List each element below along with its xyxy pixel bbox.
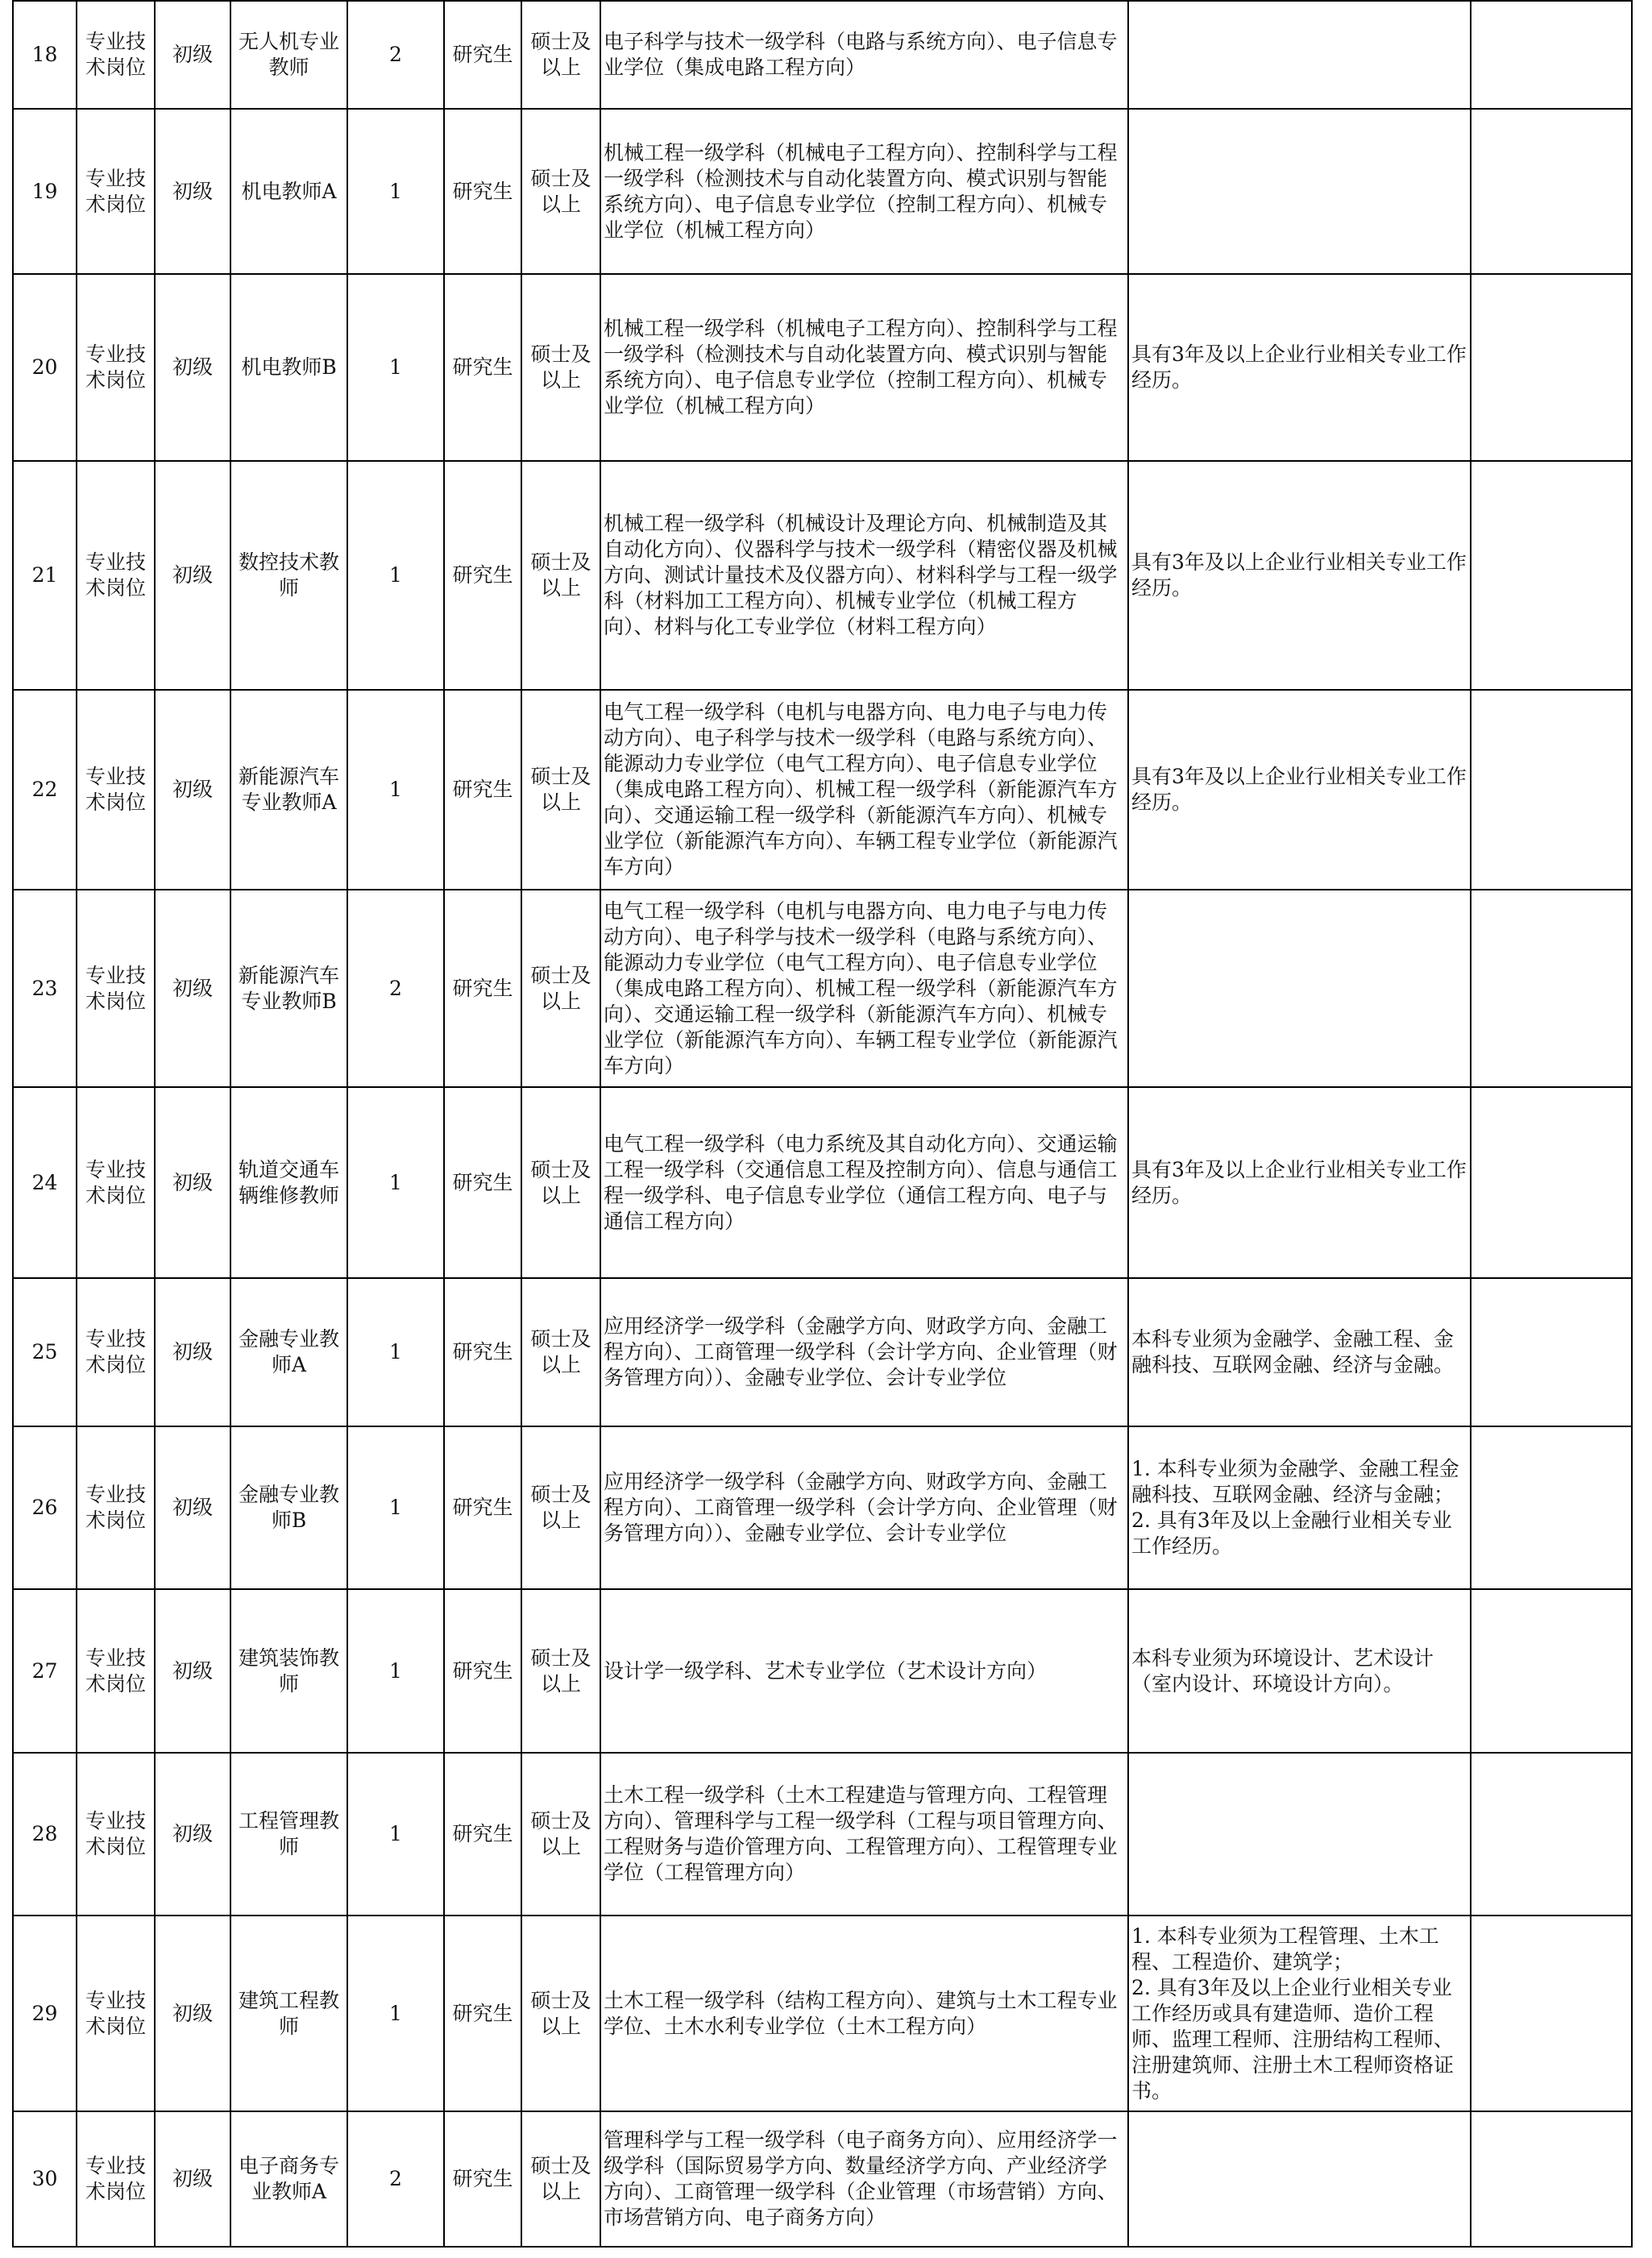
cell-category: 专业技术岗位 <box>77 1278 155 1426</box>
cell-category: 专业技术岗位 <box>77 1 155 109</box>
cell-degree: 硕士及以上 <box>521 1 600 109</box>
cell-education: 研究生 <box>444 690 521 890</box>
cell-position: 数控技术教师 <box>230 461 347 690</box>
cell-other-requirements <box>1128 1753 1471 1916</box>
cell-note <box>1471 1753 1632 1916</box>
cell-no: 18 <box>13 1 77 109</box>
table-row <box>13 890 1632 1087</box>
cell-degree: 硕士及以上 <box>521 1426 600 1589</box>
cell-note <box>1471 109 1632 274</box>
cell-other-requirements: 具有3年及以上企业行业相关专业工作经历。 <box>1128 274 1471 461</box>
cell-position: 工程管理教师 <box>230 1753 347 1916</box>
cell-level: 初级 <box>155 1 230 109</box>
table-row <box>13 1426 1632 1589</box>
cell-major: 应用经济学一级学科（金融学方向、财政学方向、金融工程方向）、工商管理一级学科（会计学方向、企业管理（财务管理方向））、金融专业学位、会计专业学位 <box>600 1426 1128 1589</box>
table-row <box>13 461 1632 690</box>
cell-other-requirements <box>1128 2111 1471 2247</box>
cell-category: 专业技术岗位 <box>77 1087 155 1278</box>
cell-major: 电子科学与技术一级学科（电路与系统方向）、电子信息专业学位（集成电路工程方向） <box>600 1 1128 109</box>
cell-major: 机械工程一级学科（机械设计及理论方向、机械制造及其自动化方向）、仪器科学与技术一级学科（精密仪器及机械方向、测试计量技术及仪器方向）、材料科学与工程一级学科（材料加工工程方向）、机械专业学位（机械工程方向）、材料与化工专业学位（材料工程方向） <box>600 461 1128 690</box>
cell-no: 27 <box>13 1589 77 1753</box>
cell-other-requirements: 具有3年及以上企业行业相关专业工作经历。 <box>1128 461 1471 690</box>
cell-education: 研究生 <box>444 461 521 690</box>
cell-note <box>1471 1426 1632 1589</box>
cell-degree: 硕士及以上 <box>521 461 600 690</box>
cell-major: 土木工程一级学科（结构工程方向）、建筑与土木工程专业学位、土木水利专业学位（土木工程方向） <box>600 1916 1128 2111</box>
cell-count: 1 <box>347 1426 444 1589</box>
cell-education: 研究生 <box>444 1916 521 2111</box>
cell-note <box>1471 2111 1632 2247</box>
cell-other-requirements: 具有3年及以上企业行业相关专业工作经历。 <box>1128 690 1471 890</box>
cell-no: 29 <box>13 1916 77 2111</box>
cell-other-requirements: 1. 本科专业须为金融学、金融工程金融科技、互联网金融、经济与金融； 2. 具有3年及以上金融行业相关专业工作经历。 <box>1128 1426 1471 1589</box>
cell-note <box>1471 1589 1632 1753</box>
table-row <box>13 109 1632 274</box>
cell-position: 建筑工程教师 <box>230 1916 347 2111</box>
cell-major: 管理科学与工程一级学科（电子商务方向）、应用经济学一级学科（国际贸易学方向、数量经济学方向、产业经济学方向）、工商管理一级学科（企业管理（市场营销）方向、市场营销方向、电子商务方向） <box>600 2111 1128 2247</box>
cell-category: 专业技术岗位 <box>77 1589 155 1753</box>
cell-education: 研究生 <box>444 109 521 274</box>
cell-no: 24 <box>13 1087 77 1278</box>
cell-level: 初级 <box>155 1278 230 1426</box>
cell-position: 轨道交通车辆维修教师 <box>230 1087 347 1278</box>
cell-category: 专业技术岗位 <box>77 461 155 690</box>
cell-note <box>1471 890 1632 1087</box>
cell-count: 1 <box>347 461 444 690</box>
cell-category: 专业技术岗位 <box>77 274 155 461</box>
cell-count: 1 <box>347 1589 444 1753</box>
cell-position: 新能源汽车专业教师A <box>230 690 347 890</box>
cell-level: 初级 <box>155 274 230 461</box>
cell-note <box>1471 1087 1632 1278</box>
cell-other-requirements: 本科专业须为环境设计、艺术设计（室内设计、环境设计方向）。 <box>1128 1589 1471 1753</box>
cell-other-requirements <box>1128 1 1471 109</box>
cell-count: 1 <box>347 690 444 890</box>
cell-no: 26 <box>13 1426 77 1589</box>
table-row <box>13 2111 1632 2247</box>
table-row <box>13 1916 1632 2111</box>
cell-position: 金融专业教师B <box>230 1426 347 1589</box>
cell-education: 研究生 <box>444 274 521 461</box>
cell-no: 19 <box>13 109 77 274</box>
cell-level: 初级 <box>155 690 230 890</box>
cell-other-requirements: 具有3年及以上企业行业相关专业工作经历。 <box>1128 1087 1471 1278</box>
cell-no: 25 <box>13 1278 77 1426</box>
cell-level: 初级 <box>155 1916 230 2111</box>
cell-level: 初级 <box>155 109 230 274</box>
cell-category: 专业技术岗位 <box>77 1426 155 1589</box>
cell-education: 研究生 <box>444 1426 521 1589</box>
cell-education: 研究生 <box>444 1 521 109</box>
cell-note <box>1471 690 1632 890</box>
cell-note <box>1471 1 1632 109</box>
cell-count: 1 <box>347 1087 444 1278</box>
table-row <box>13 274 1632 461</box>
cell-position: 金融专业教师A <box>230 1278 347 1426</box>
cell-level: 初级 <box>155 2111 230 2247</box>
cell-level: 初级 <box>155 1426 230 1589</box>
cell-category: 专业技术岗位 <box>77 690 155 890</box>
cell-other-requirements: 本科专业须为金融学、金融工程、金融科技、互联网金融、经济与金融。 <box>1128 1278 1471 1426</box>
table-body <box>13 1 1632 2247</box>
cell-position: 机电教师A <box>230 109 347 274</box>
cell-degree: 硕士及以上 <box>521 109 600 274</box>
cell-level: 初级 <box>155 1589 230 1753</box>
cell-education: 研究生 <box>444 890 521 1087</box>
cell-degree: 硕士及以上 <box>521 1753 600 1916</box>
cell-degree: 硕士及以上 <box>521 274 600 461</box>
table-row <box>13 1589 1632 1753</box>
cell-category: 专业技术岗位 <box>77 1916 155 2111</box>
cell-education: 研究生 <box>444 1753 521 1916</box>
cell-no: 22 <box>13 690 77 890</box>
cell-level: 初级 <box>155 1753 230 1916</box>
cell-position: 新能源汽车专业教师B <box>230 890 347 1087</box>
cell-count: 1 <box>347 109 444 274</box>
cell-count: 2 <box>347 890 444 1087</box>
cell-major: 电气工程一级学科（电机与电器方向、电力电子与电力传动方向）、电子科学与技术一级学科（电路与系统方向）、能源动力专业学位（电气工程方向）、电子信息专业学位（集成电路工程方向）、机械工程一级学科（新能源汽车方向）、交通运输工程一级学科（新能源汽车方向）、机械专业学位（新能源汽车方向）、车辆工程专业学位（新能源汽车方向） <box>600 890 1128 1087</box>
cell-degree: 硕士及以上 <box>521 1278 600 1426</box>
cell-level: 初级 <box>155 461 230 690</box>
cell-major: 机械工程一级学科（机械电子工程方向）、控制科学与工程一级学科（检测技术与自动化装置方向、模式识别与智能系统方向）、电子信息专业学位（控制工程方向）、机械专业学位（机械工程方向） <box>600 109 1128 274</box>
cell-category: 专业技术岗位 <box>77 1753 155 1916</box>
cell-count: 1 <box>347 274 444 461</box>
cell-major: 电气工程一级学科（电机与电器方向、电力电子与电力传动方向）、电子科学与技术一级学科（电路与系统方向）、能源动力专业学位（电气工程方向）、电子信息专业学位（集成电路工程方向）、机械工程一级学科（新能源汽车方向）、交通运输工程一级学科（新能源汽车方向）、机械专业学位（新能源汽车方向）、车辆工程专业学位（新能源汽车方向） <box>600 690 1128 890</box>
cell-position: 电子商务专业教师A <box>230 2111 347 2247</box>
cell-category: 专业技术岗位 <box>77 109 155 274</box>
table-row <box>13 1753 1632 1916</box>
cell-count: 1 <box>347 1916 444 2111</box>
table-row <box>13 1 1632 109</box>
cell-note <box>1471 1916 1632 2111</box>
cell-category: 专业技术岗位 <box>77 890 155 1087</box>
cell-education: 研究生 <box>444 2111 521 2247</box>
cell-other-requirements: 1. 本科专业须为工程管理、土木工程、工程造价、建筑学； 2. 具有3年及以上企业行业相关专业工作经历或具有建造师、造价工程师、监理工程师、注册结构工程师、注册建筑师、注册土木工程师资格证书。 <box>1128 1916 1471 2111</box>
cell-count: 1 <box>347 1753 444 1916</box>
cell-degree: 硕士及以上 <box>521 690 600 890</box>
cell-level: 初级 <box>155 1087 230 1278</box>
cell-degree: 硕士及以上 <box>521 1916 600 2111</box>
cell-no: 23 <box>13 890 77 1087</box>
cell-education: 研究生 <box>444 1278 521 1426</box>
cell-no: 30 <box>13 2111 77 2247</box>
cell-count: 2 <box>347 2111 444 2247</box>
cell-level: 初级 <box>155 890 230 1087</box>
cell-no: 28 <box>13 1753 77 1916</box>
cell-position: 建筑装饰教师 <box>230 1589 347 1753</box>
cell-count: 2 <box>347 1 444 109</box>
cell-other-requirements <box>1128 890 1471 1087</box>
cell-other-requirements <box>1128 109 1471 274</box>
cell-no: 20 <box>13 274 77 461</box>
table-row <box>13 1087 1632 1278</box>
cell-major: 应用经济学一级学科（金融学方向、财政学方向、金融工程方向）、工商管理一级学科（会计学方向、企业管理（财务管理方向））、金融专业学位、会计专业学位 <box>600 1278 1128 1426</box>
cell-major: 设计学一级学科、艺术专业学位（艺术设计方向） <box>600 1589 1128 1753</box>
cell-education: 研究生 <box>444 1589 521 1753</box>
cell-major: 机械工程一级学科（机械电子工程方向）、控制科学与工程一级学科（检测技术与自动化装置方向、模式识别与智能系统方向）、电子信息专业学位（控制工程方向）、机械专业学位（机械工程方向） <box>600 274 1128 461</box>
cell-degree: 硕士及以上 <box>521 2111 600 2247</box>
cell-major: 电气工程一级学科（电力系统及其自动化方向）、交通运输工程一级学科（交通信息工程及控制方向）、信息与通信工程一级学科、电子信息专业学位（通信工程方向、电子与通信工程方向） <box>600 1087 1128 1278</box>
cell-major: 土木工程一级学科（土木工程建造与管理方向、工程管理方向）、管理科学与工程一级学科（工程与项目管理方向、工程财务与造价管理方向、工程管理方向）、工程管理专业学位（工程管理方向） <box>600 1753 1128 1916</box>
cell-position: 无人机专业教师 <box>230 1 347 109</box>
cell-education: 研究生 <box>444 1087 521 1278</box>
cell-note <box>1471 461 1632 690</box>
cell-note <box>1471 1278 1632 1426</box>
table-row <box>13 690 1632 890</box>
cell-note <box>1471 274 1632 461</box>
cell-no: 21 <box>13 461 77 690</box>
cell-category: 专业技术岗位 <box>77 2111 155 2247</box>
cell-position: 机电教师B <box>230 274 347 461</box>
table-row <box>13 1278 1632 1426</box>
cell-degree: 硕士及以上 <box>521 1589 600 1753</box>
cell-degree: 硕士及以上 <box>521 890 600 1087</box>
cell-degree: 硕士及以上 <box>521 1087 600 1278</box>
cell-count: 1 <box>347 1278 444 1426</box>
recruitment-table <box>12 0 1633 2248</box>
